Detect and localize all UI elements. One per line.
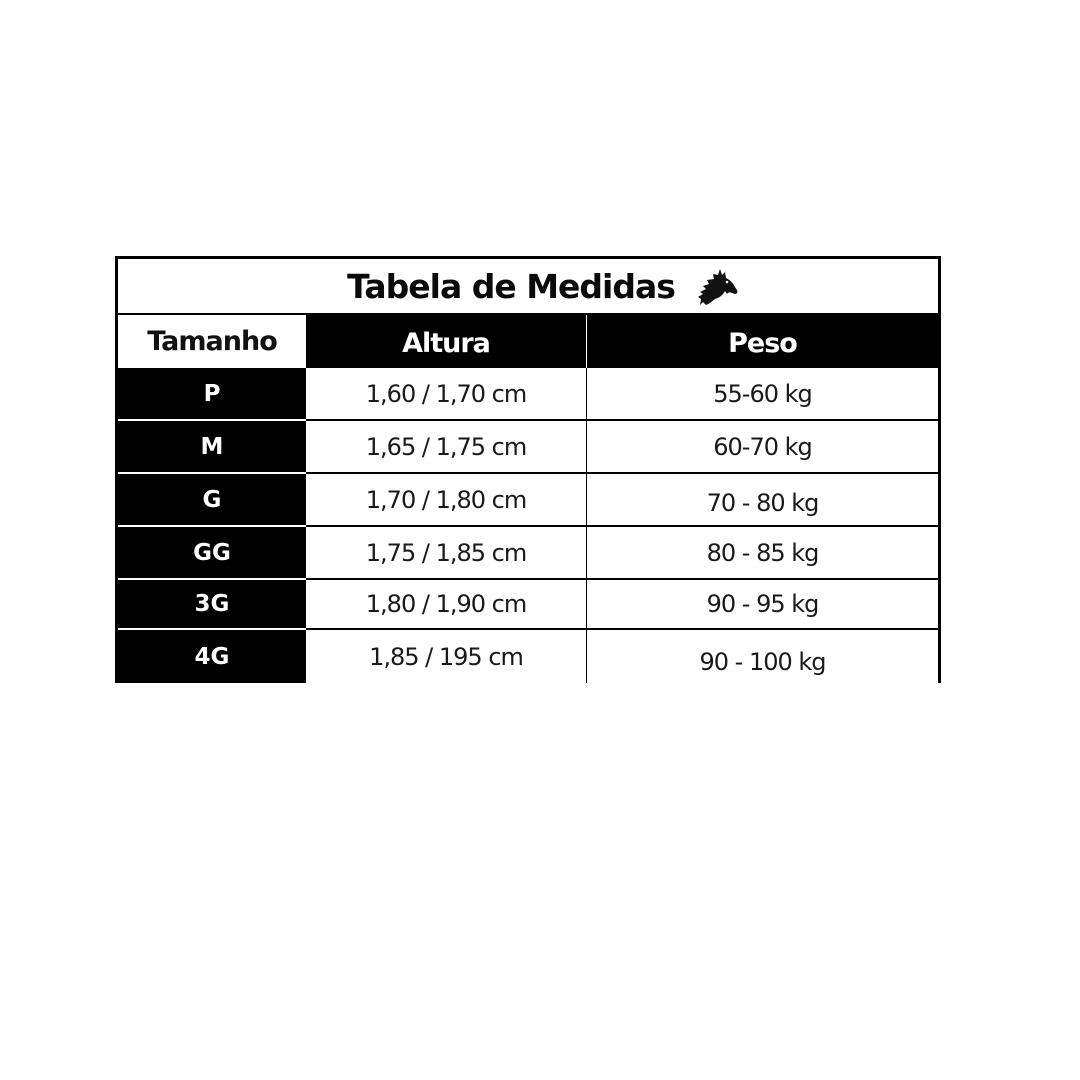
size-cell: M	[118, 421, 306, 472]
header-tamanho: Tamanho	[118, 315, 306, 368]
table-row	[118, 580, 938, 628]
size-cell: P	[118, 368, 306, 419]
header-altura: Altura	[306, 315, 586, 368]
table-title-row	[118, 259, 938, 315]
table-header-row	[118, 315, 938, 368]
horse-head-icon	[697, 267, 739, 307]
height-cell: 1,60 / 1,70 cm	[306, 368, 586, 419]
height-cell: 1,85 / 195 cm	[306, 630, 586, 683]
table-row	[118, 474, 938, 525]
weight-cell: 70 - 80 kg	[587, 474, 938, 525]
size-cell: G	[118, 474, 306, 525]
size-cell: GG	[118, 527, 306, 578]
size-cell: 4G	[118, 630, 306, 683]
table-row	[118, 368, 938, 419]
table-row	[118, 527, 938, 578]
weight-cell: 80 - 85 kg	[587, 527, 938, 578]
weight-cell: 90 - 100 kg	[587, 630, 938, 683]
table-row	[118, 421, 938, 472]
table-row	[118, 630, 938, 683]
size-cell: 3G	[118, 580, 306, 628]
height-cell: 1,75 / 1,85 cm	[306, 527, 586, 578]
weight-cell: 60-70 kg	[587, 421, 938, 472]
header-peso: Peso	[587, 315, 938, 368]
height-cell: 1,70 / 1,80 cm	[306, 474, 586, 525]
weight-cell: 90 - 95 kg	[587, 580, 938, 628]
height-cell: 1,80 / 1,90 cm	[306, 580, 586, 628]
size-chart-table	[115, 256, 941, 683]
height-cell: 1,65 / 1,75 cm	[306, 421, 586, 472]
table-title: Tabela de Medidas	[347, 266, 675, 306]
weight-cell: 55-60 kg	[587, 368, 938, 419]
